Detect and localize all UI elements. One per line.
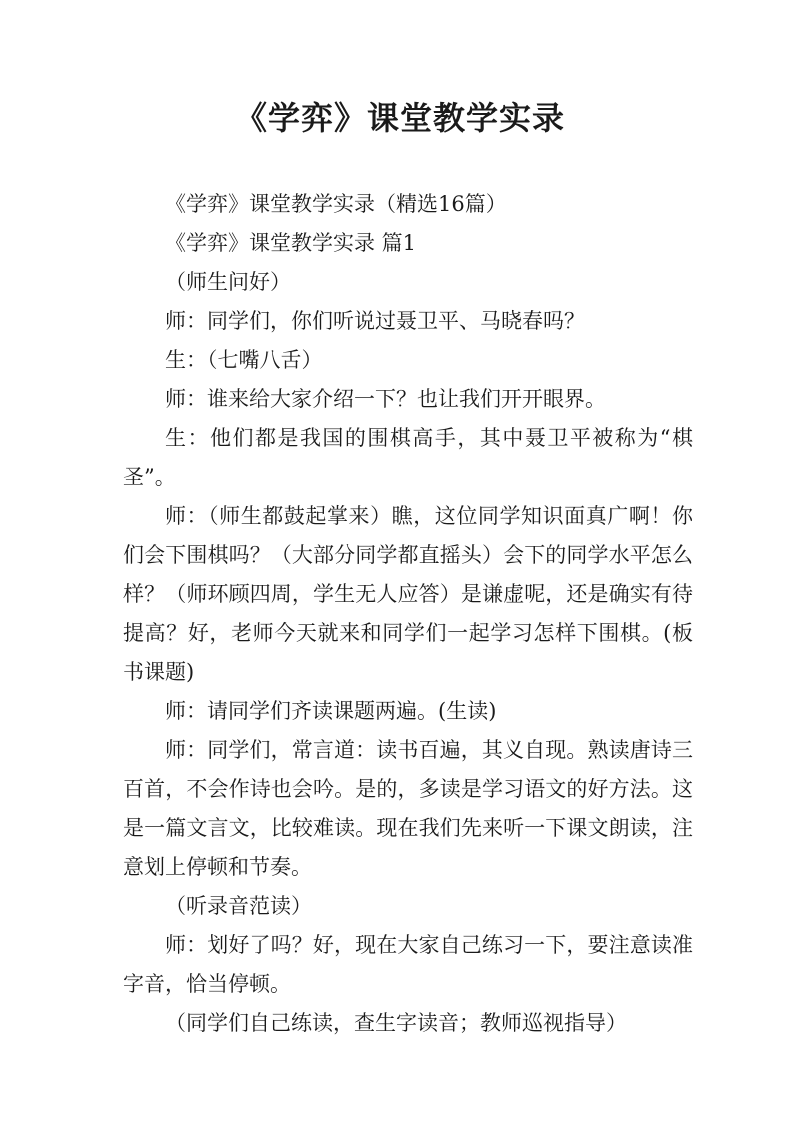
paragraph-dialogue: 师：（师生都鼓起掌来）瞧，这位同学知识面真广啊！你们会下围棋吗？（大部分同学都直摇头）会下的同学水平怎么样？（师环顾四周，学生无人应答）是谦虚呢，还是确实有待提高？好，老师今天就来和同学们一起学习怎样下围棋。(板书课题)	[123, 504, 693, 684]
paragraph-dialogue: 生：（七嘴八舌）	[165, 348, 323, 372]
paragraph-stage-direction: （同学们自己练读，查生字读音；教师巡视指导）	[165, 1011, 627, 1035]
paragraph-dialogue: 师：同学们，你们听说过聂卫平、马晓春吗？	[165, 309, 585, 333]
paragraph-subtitle: 《学弈》课堂教学实录（精选16篇）	[165, 192, 507, 216]
document-title: 《学弈》课堂教学实录	[234, 99, 565, 137]
paragraph-stage-direction: （听录音范读）	[165, 894, 312, 918]
paragraph-stage-direction: （师生问好）	[165, 270, 291, 294]
paragraph-dialogue: 师：划好了吗？好，现在大家自己练习一下，要注意读准字音，恰当停顿。	[123, 933, 693, 996]
paragraph-section-heading: 《学弈》课堂教学实录 篇1	[165, 231, 417, 255]
paragraph-dialogue: 师：谁来给大家介绍一下？也让我们开开眼界。	[165, 387, 606, 411]
document-body	[123, 185, 693, 1043]
paragraph-dialogue: 师：同学们，常言道：读书百遍，其义自现。熟读唐诗三百首，不会作诗也会吟。是的，多读是学习语文的好方法。这是一篇文言文，比较难读。现在我们先来听一下课文朗读，注意划上停顿和节奏。	[123, 738, 693, 879]
paragraph-dialogue: 生：他们都是我国的围棋高手，其中聂卫平被称为“棋圣”。	[123, 426, 693, 489]
paragraph-dialogue: 师：请同学们齐读课题两遍。(生读)	[165, 699, 497, 723]
